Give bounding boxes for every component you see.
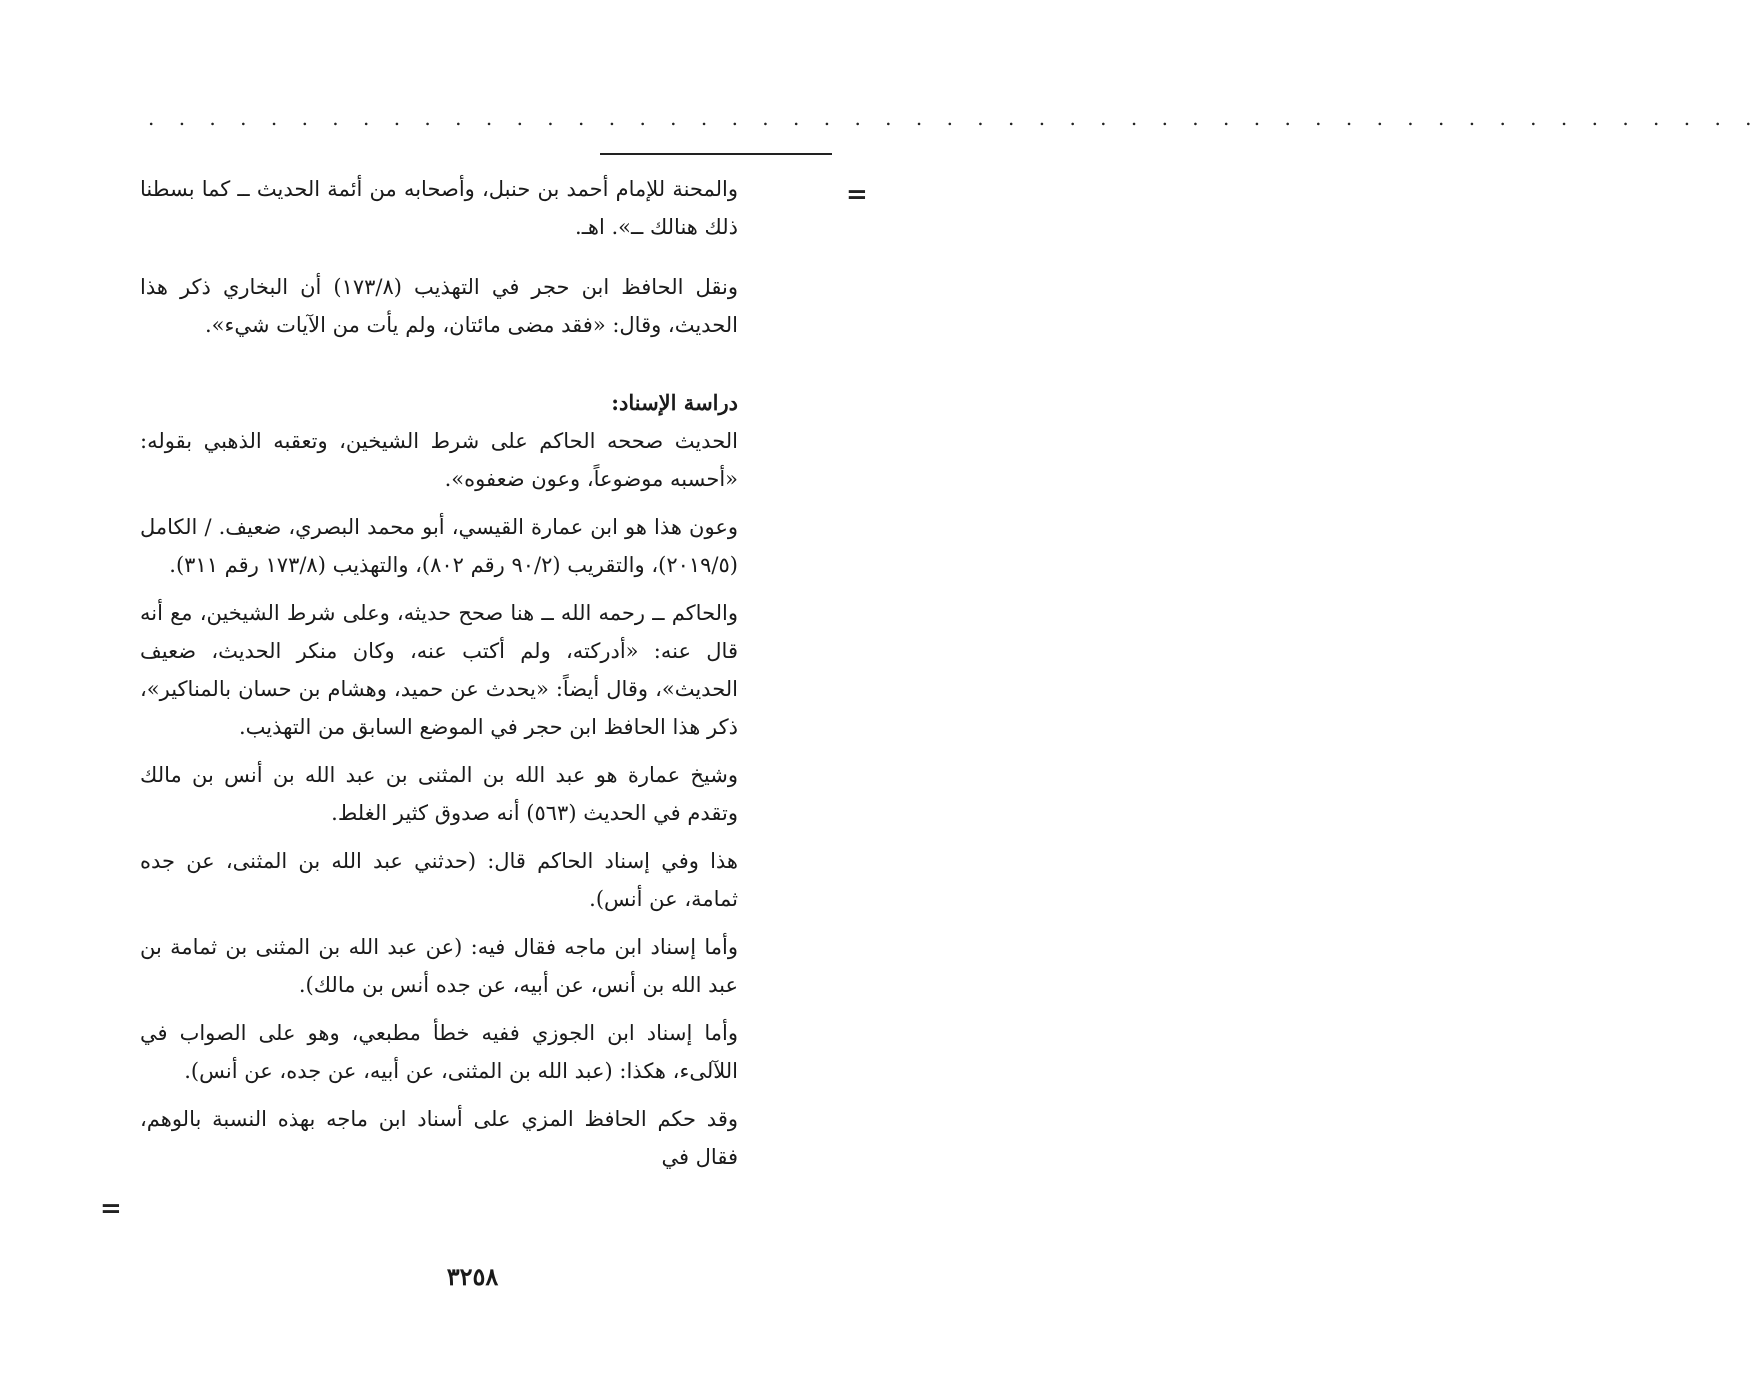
footnote-rule	[600, 153, 832, 155]
paragraph-1: والمحنة للإمام أحمد بن حنبل، وأصحابه من أئمة الحديث ــ كما بسطنا ذلك هنالك ــ». اهـ.	[140, 177, 738, 239]
paragraph-8: وأما إسناد ابن ماجه فقال فيه: (عن عبد الله بن المثنى بن ثمامة بن عبد الله بن أنس، عن أبيه، عن جده أنس بن مالك).	[140, 935, 738, 997]
continuation-mark-top: =	[846, 180, 868, 210]
dotted-separator: . . . . . . . . . . . . . . . . . . . . . . . . . . . . . . . . . . . . . . . . . . . . . . . . . . . . .	[148, 106, 1761, 130]
page-number: ٣٢٥٨	[446, 1262, 499, 1291]
main-text	[140, 170, 738, 1186]
section-heading: دراسة الإسناد:	[611, 390, 738, 415]
paragraph-3: الحديث صححه الحاكم على شرط الشيخين، وتعقبه الذهبي بقوله: «أحسبه موضوعاً، وعون ضعفوه».	[140, 429, 738, 491]
paragraph-9: وأما إسناد ابن الجوزي ففيه خطأ مطبعي، وهو على الصواب في اللآلىء، هكذا: (عبد الله بن المثنى، عن أبيه، عن جده، عن أنس).	[140, 1021, 738, 1083]
paragraph-7: هذا وفي إسناد الحاكم قال: (حدثني عبد الله بن المثنى، عن جده ثمامة، عن أنس).	[140, 849, 738, 911]
paragraph-5: والحاكم ــ رحمه الله ــ هنا صحح حديثه، وعلى شرط الشيخين، مع أنه قال عنه: «أدركته، ولم أكتب عنه، وكان منكر الحديث، ضعيف الحديث»، وقال أيضاً: «يحدث عن حميد، وهشام بن حسان بالمناكير»، ذكر هذا الحافظ ابن حجر في الموضع السابق من التهذيب.	[140, 601, 738, 739]
paragraph-6: وشيخ عمارة هو عبد الله بن المثنى بن عبد الله بن أنس بن مالك وتقدم في الحديث (٥٦٣) أنه صدوق كثير الغلط.	[140, 763, 738, 825]
paragraph-4: وعون هذا هو ابن عمارة القيسي، أبو محمد البصري، ضعيف. / الكامل (٢٠١٩/٥)، والتقريب (٩٠/٢ رقم ٨٠٢)، والتهذيب (١٧٣/٨ رقم ٣١١).	[140, 515, 738, 577]
continuation-mark-bottom: =	[100, 1194, 122, 1224]
paragraph-10: وقد حكم الحافظ المزي على أسناد ابن ماجه بهذه النسبة بالوهم، فقال في	[140, 1107, 738, 1169]
paragraph-2: ونقل الحافظ ابن حجر في التهذيب (١٧٣/٨) أن البخاري ذكر هذا الحديث، وقال: «فقد مضى مائتان، ولم يأت من الآيات شيء».	[140, 275, 738, 337]
